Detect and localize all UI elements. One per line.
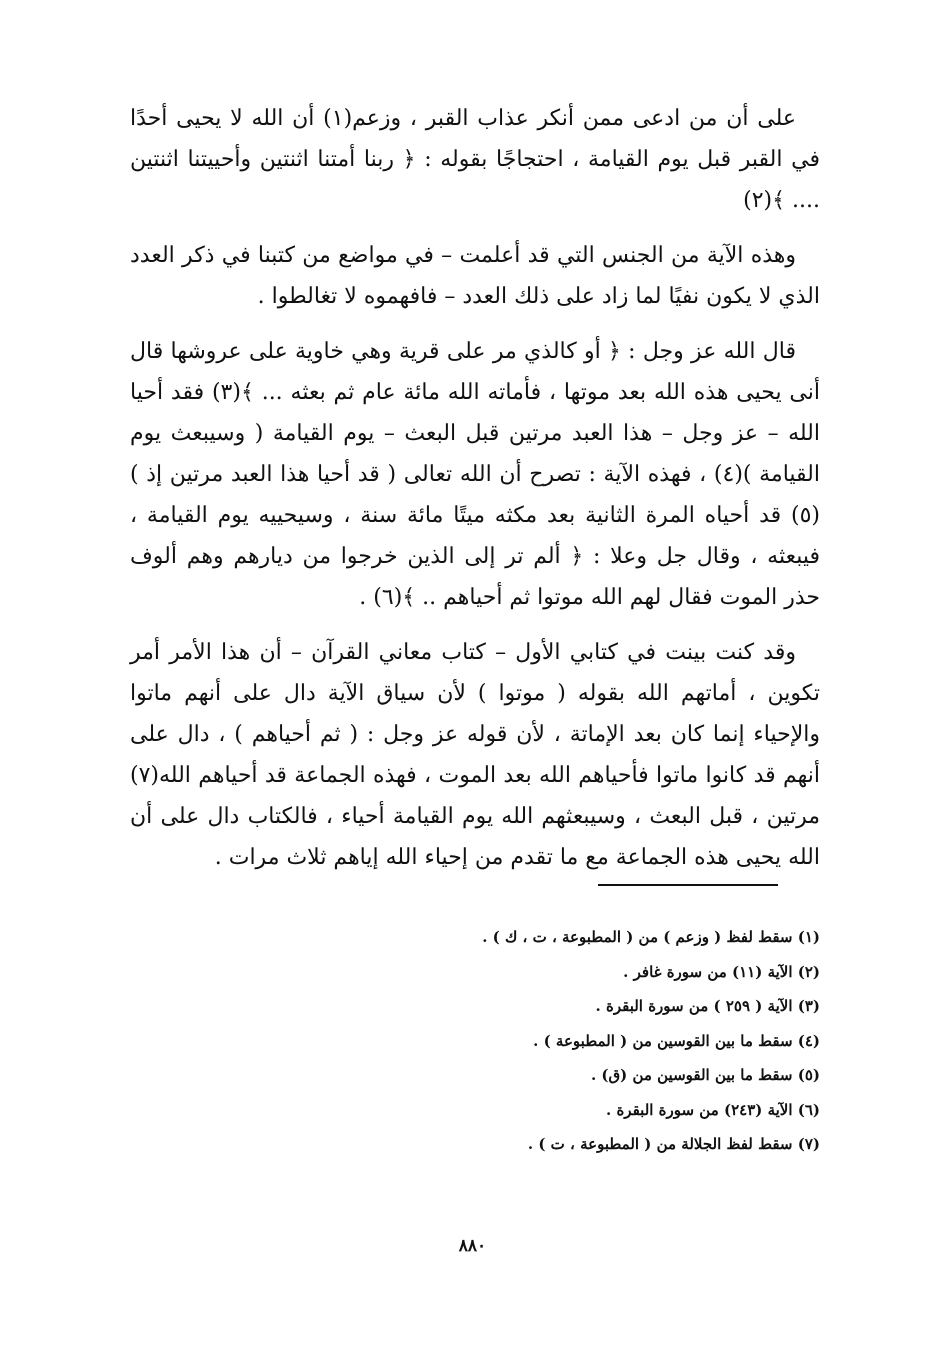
main-text: [130, 98, 820, 878]
paragraph-4: وقد كنت بينت في كتابي الأول – كتاب معاني القرآن – أن هذا الأمر أمر تكوين ، أماتهم الله بقوله ( موتوا ) لأن سياق الآية دال على أنهم ماتوا والإحياء إنما كان بعد الإماتة ، لأن قوله عز وجل : ( ثم أحياهم ) ، دال على أنهم قد كانوا ماتوا فأحياهم الله بعد الموت ، فهذه الجماعة قد أحياهم الله(٧) مرتين ، قبل البعث ، وسيبعثهم الله يوم القيامة أحياء ، فالكتاب دال على أن الله يحيى هذه الجماعة مع ما تقدم من إحياء الله إياهم ثلاث مرات .: [130, 640, 820, 870]
page-number: ٨٨٠: [458, 1236, 487, 1256]
footnote-7: (٧) سقط لفظ الجلالة من ( المطبوعة ، ت ) .: [527, 1135, 820, 1153]
footnote-separator: [598, 884, 778, 886]
footnote-5: (٥) سقط ما بين القوسين من (ق) .: [590, 1066, 820, 1084]
footnote-1: (١) سقط لفظ ( وزعم ) من ( المطبوعة ، ت ، ك ) .: [482, 928, 820, 946]
paragraph-3: قال الله عز وجل : ﴿ أو كالذي مر على قرية وهي خاوية على عروشها قال أنى يحيى هذه الله بعد موتها ، فأماته الله مائة عام ثم بعثه ... ﴾(٣) فقد أحيا الله – عز وجل – هذا العبد مرتين قبل البعث – يوم القيامة ( وسيبعث يوم القيامة )(٤) ، فهذه الآية : تصرح أن الله تعالى ( قد أحيا هذا العبد مرتين إذ )(٥) قد أحياه المرة الثانية بعد مكثه ميتًا مائة سنة ، وسيحييه يوم القيامة ، فيبعثه ، وقال جل وعلا : ﴿ ألم تر إلى الذين خرجوا من ديارهم وهم ألوف حذر الموت فقال لهم الله موتوا ثم أحياهم .. ﴾(٦) .: [130, 339, 821, 610]
paragraph-2: وهذه الآية من الجنس التي قد أعلمت – في مواضع من كتبنا في ذكر العدد الذي لا يكون نفيًا لما زاد على ذلك العدد – فافهموه لا تغالطوا .: [130, 243, 820, 309]
footnote-6: (٦) الآية (٢٤٣) من سورة البقرة .: [606, 1100, 820, 1119]
footnotes-list: [130, 920, 820, 1162]
footnote-4: (٤) سقط ما بين القوسين من ( المطبوعة ) .: [533, 1031, 820, 1050]
footnote-3: (٣) الآية ( ٢٥٩ ) من سورة البقرة .: [595, 997, 820, 1015]
paragraph-1: على أن من ادعى ممن أنكر عذاب القبر ، وزعم(١) أن الله لا يحيى أحدًا في القبر قبل يوم القيامة ، احتجاجًا بقوله : ﴿ ربنا أمتنا اثنتين وأحييتنا اثنتين .... ﴾(٢): [130, 106, 820, 213]
footnote-2: (٢) الآية (١١) من سورة غافر .: [623, 962, 820, 981]
